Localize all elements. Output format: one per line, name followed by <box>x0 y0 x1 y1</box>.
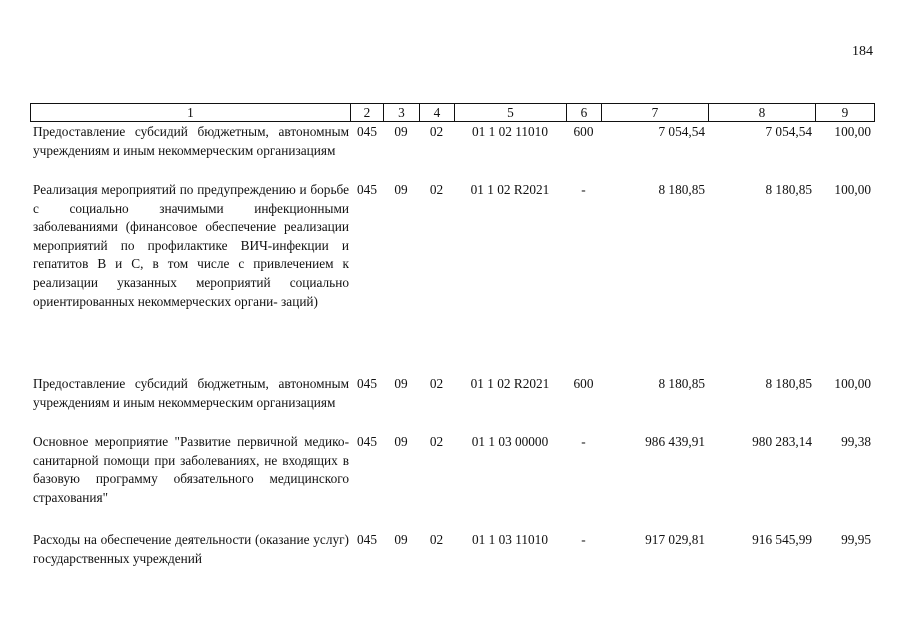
row-col-7: 986 439,91 <box>645 434 705 449</box>
row-col-9: 99,95 <box>841 532 871 547</box>
row-col-5: 01 1 03 00000 <box>471 434 549 449</box>
header-col-5: 5 <box>455 104 567 121</box>
row-col-2: 045 <box>357 182 377 197</box>
row-col-5: 01 1 02 R2021 <box>470 182 550 197</box>
row-description: Расходы на обеспечение деятельности (оказание услуг) государственных учреждений <box>33 532 349 566</box>
row-col-3: 09 <box>394 532 408 547</box>
row-col-2: 045 <box>357 124 377 139</box>
row-col-8: 8 180,85 <box>765 376 812 391</box>
header-col-8: 8 <box>709 104 816 121</box>
header-col-1: 1 <box>31 104 351 121</box>
row-col-7: 8 180,85 <box>658 376 705 391</box>
row-col-5: 01 1 02 R2021 <box>470 376 550 391</box>
row-col-3: 09 <box>394 124 408 139</box>
row-col-3: 09 <box>394 376 408 391</box>
row-col-8: 980 283,14 <box>752 434 812 449</box>
row-col-7: 8 180,85 <box>658 182 705 197</box>
row-col-7: 917 029,81 <box>645 532 705 547</box>
header-col-2: 2 <box>351 104 384 121</box>
row-description: Предоставление субсидий бюджетным, автономным учреждениям и иным некоммерческим организациям <box>33 376 349 410</box>
header-col-4: 4 <box>420 104 455 121</box>
row-col-7: 7 054,54 <box>658 124 705 139</box>
header-col-3: 3 <box>384 104 420 121</box>
row-col-8: 8 180,85 <box>765 182 812 197</box>
row-col-8: 7 054,54 <box>765 124 812 139</box>
row-col-3: 09 <box>394 182 408 197</box>
row-col-6: 600 <box>573 376 594 391</box>
row-col-6: - <box>581 182 586 197</box>
page-number: 184 <box>852 44 873 59</box>
row-col-5: 01 1 02 11010 <box>472 124 548 139</box>
row-col-9: 100,00 <box>834 182 871 197</box>
row-col-6: - <box>581 532 586 547</box>
row-col-4: 02 <box>429 376 444 391</box>
header-col-9: 9 <box>841 105 849 120</box>
row-col-9: 100,00 <box>834 376 871 391</box>
row-col-5: 01 1 03 11010 <box>472 532 548 547</box>
row-col-4: 02 <box>429 532 444 547</box>
row-col-6: 600 <box>573 124 594 139</box>
header-col-7: 7 <box>602 104 709 121</box>
row-description: Основное мероприятие "Развитие первичной медико-санитарной помощи при заболеваниях, не входящих в базовую программу обязательного медицинского страхования" <box>33 434 349 505</box>
row-col-4: 02 <box>429 434 444 449</box>
row-col-2: 045 <box>357 532 377 547</box>
row-col-3: 09 <box>394 434 408 449</box>
row-col-2: 045 <box>357 434 377 449</box>
row-col-9: 99,38 <box>841 434 871 449</box>
row-col-4: 02 <box>429 182 444 197</box>
header-col-6: 6 <box>567 104 602 121</box>
row-col-9: 100,00 <box>834 124 871 139</box>
row-col-6: - <box>581 434 586 449</box>
row-description: Предоставление субсидий бюджетным, автономным учреждениям и иным некоммерческим организациям <box>33 124 349 158</box>
row-col-2: 045 <box>357 376 377 391</box>
row-description: Реализация мероприятий по предупреждению и борьбе с социально значимыми инфекционными заболеваниями (финансовое обеспечение реализации мероприятий по профилактике ВИЧ-инфекции и гепатитов В и С, в том числе с привлечением к реализации указанных мероприятий социально ориентированных некоммерческих органи- заций) <box>33 182 349 309</box>
row-col-8: 916 545,99 <box>752 532 812 547</box>
table-header-row <box>30 103 875 122</box>
row-col-4: 02 <box>429 124 444 139</box>
